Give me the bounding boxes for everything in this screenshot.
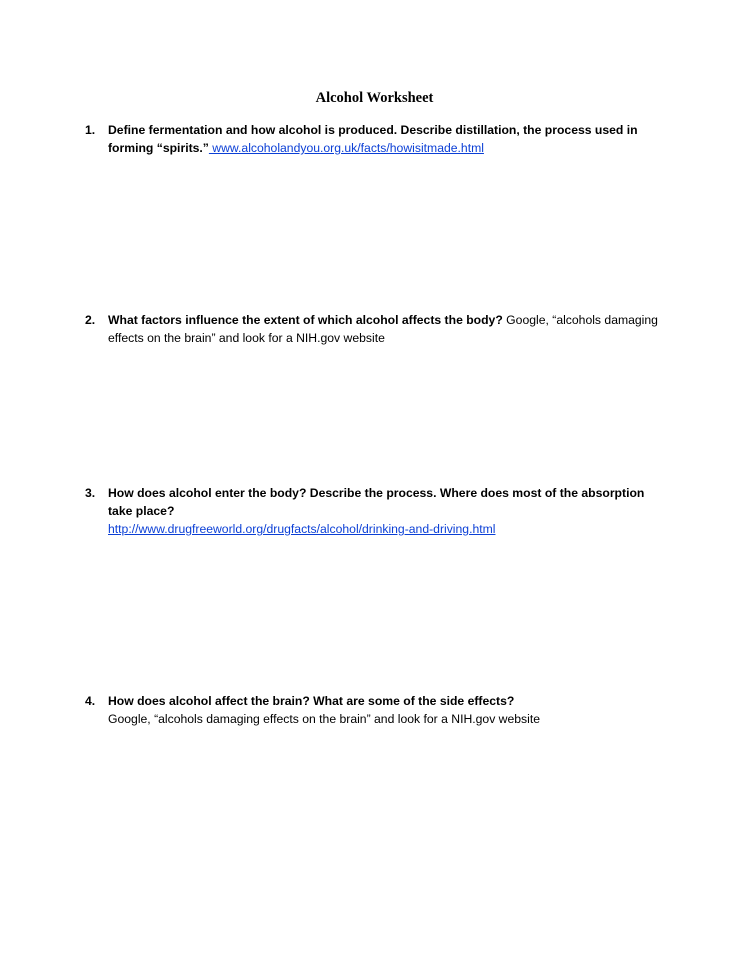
question-number: 2.	[85, 313, 96, 327]
question-2	[85, 311, 668, 347]
reference-link[interactable]: www.alcoholandyou.org.uk/facts/howisitmade.html	[208, 141, 484, 155]
question-number: 4.	[85, 694, 96, 708]
question-prompt: How does alcohol enter the body? Describe the process. Where does most of the absorption take place?	[108, 486, 645, 518]
question-number: 3.	[85, 486, 96, 500]
question-1	[85, 121, 668, 157]
question-number: 1.	[85, 123, 96, 137]
question-3	[85, 484, 668, 538]
research-hint: Google, “alcohols damaging effects on the brain” and look for a NIH.gov website	[108, 712, 541, 726]
question-4	[85, 692, 668, 728]
question-prompt: Define fermentation and how alcohol is produced. Describe distillation, the process used in forming “spirits.”	[108, 123, 638, 155]
research-hint: Google, “alcohols damaging effects on the brain” and look for a NIH.gov website	[108, 313, 658, 345]
page-title: Alcohol Worksheet	[315, 90, 434, 106]
reference-link[interactable]: http://www.drugfreeworld.org/drugfacts/alcohol/drinking-and-driving.html	[108, 522, 496, 536]
question-prompt: What factors influence the extent of which alcohol affects the body?	[108, 313, 503, 327]
question-prompt: How does alcohol affect the brain? What are some of the side effects?	[108, 694, 515, 708]
